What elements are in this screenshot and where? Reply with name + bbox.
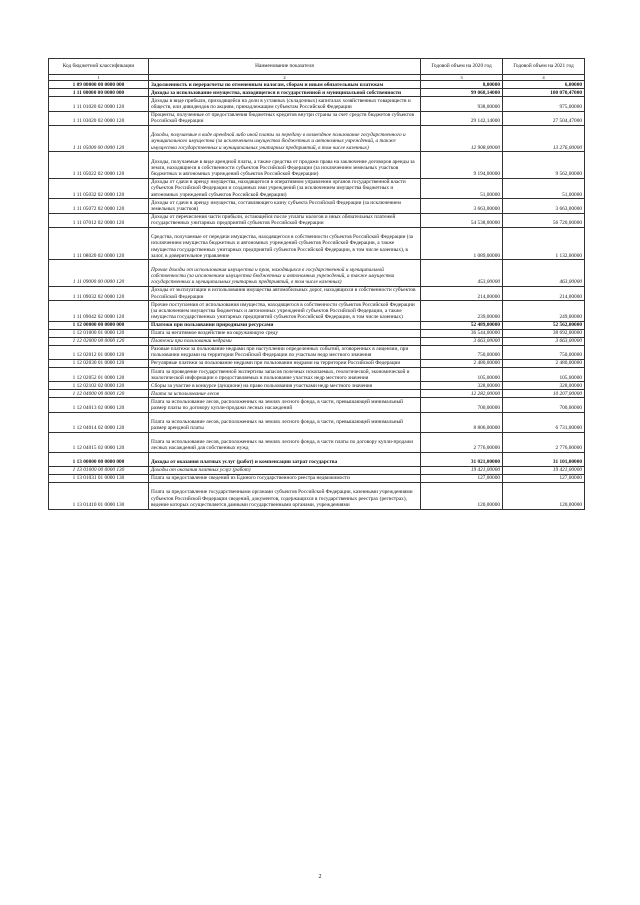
table-row: [49, 345, 585, 359]
indicator-name-cell: Доходы, получаемые в виде арендной платы, а также средства от продажи права на заключение договоров аренды за земли, находящиеся в собственности субъектов Российской Федерации (за исключением земельных участков бюджетных и автономных учреждений субъектов Российской Федерации): [149, 152, 421, 178]
table-row: [49, 213, 585, 227]
table-row: [49, 97, 585, 111]
indicator-name-cell: Плата за негативное воздействие на окружающую среду: [149, 329, 421, 337]
table-row: [49, 125, 585, 151]
column-index: 4: [503, 74, 585, 80]
volume-2021-cell: 214,00000: [503, 286, 585, 300]
volume-2020-cell: 750,00000: [421, 345, 503, 359]
volume-2021-cell: 31 101,00000: [503, 453, 585, 467]
table-row: [49, 81, 585, 89]
volume-2021-cell: 328,00000: [503, 382, 585, 390]
budget-code-cell: 1 13 00000 00 0000 000: [49, 453, 149, 467]
volume-2021-cell: 13 276,00000: [503, 125, 585, 151]
volume-2021-cell: 249,00000: [503, 301, 585, 322]
volume-2021-cell: 51,00000: [503, 178, 585, 199]
table-row: [49, 199, 585, 213]
volume-2021-cell: 3 663,00000: [503, 337, 585, 345]
volume-2020-cell: 127,00000: [421, 475, 503, 483]
indicator-name-cell: Доходы от оказания платных услуг (работ) и компенсации затрат государства: [149, 453, 421, 467]
volume-2021-cell: 6 731,00000: [503, 412, 585, 432]
indicator-name-cell: Доходы от сдачи в аренду имущества, составляющего казну субъекта Российской Федерации (за исключением земельных участков): [149, 199, 421, 213]
volume-2020-cell: 8,00000: [421, 81, 503, 89]
volume-2020-cell: 36 544,00000: [421, 329, 503, 337]
volume-2020-cell: 105,00000: [421, 368, 503, 382]
volume-2021-cell: 750,00000: [503, 345, 585, 359]
budget-code-cell: 1 11 05032 02 0000 120: [49, 178, 149, 199]
budget-code-cell: 1 13 01031 01 0000 130: [49, 475, 149, 483]
volume-2020-cell: 29 142,14000: [421, 111, 503, 125]
indicator-name-cell: Средства, получаемые от передачи имущества, находящегося в собственности субъектов Российской Федерации (за исключением имущества бюджетных и автономных учреждений субъектов Российской Федерации, а также имущества государственных унитарных предприятий субъектов Российской Федерации, в том числе казенных), в залог, в доверительное управление: [149, 227, 421, 260]
header-volume-2020: Годовой объем на 2020 год: [421, 59, 503, 75]
budget-code-cell: 1 11 05072 02 0000 120: [49, 199, 149, 213]
indicator-name-cell: Доходы от перечисления части прибыли, остающейся после уплаты налогов и иных обязательных платежей государственных унитарных предприятий субъектов Российской Федерации: [149, 213, 421, 227]
volume-2021-cell: 27 504,47000: [503, 111, 585, 125]
budget-code-cell: 1 12 02000 00 0000 120: [49, 337, 149, 345]
table-row: [49, 111, 585, 125]
page-number: 2: [318, 874, 322, 880]
volume-2021-cell: 120,00000: [503, 483, 585, 509]
indicator-name-cell: Плата за предоставление сведений из Единого государственного реестра недвижимости: [149, 475, 421, 483]
volume-2020-cell: 1 089,00000: [421, 227, 503, 260]
budget-code-cell: 1 11 00000 00 0000 000: [49, 89, 149, 97]
budget-code-cell: 1 12 02012 01 0000 120: [49, 345, 149, 359]
table-row: [49, 321, 585, 329]
budget-code-cell: 1 13 01410 01 0000 130: [49, 483, 149, 509]
table-row: [49, 475, 585, 483]
volume-2021-cell: 2 480,00000: [503, 360, 585, 368]
volume-2021-cell: 38 692,00000: [503, 329, 585, 337]
budget-code-cell: 1 12 01000 01 0000 120: [49, 329, 149, 337]
volume-2020-cell: 453,00000: [421, 260, 503, 286]
header-code: Код бюджетной классификации: [49, 59, 149, 75]
budget-code-cell: 1 12 02030 01 0000 120: [49, 360, 149, 368]
table-row: [49, 227, 585, 260]
indicator-name-cell: Сборы за участие в конкурсе (аукционе) на право пользования участками недр местного значения: [149, 382, 421, 390]
indicator-name-cell: Задолженность и перерасчеты по отмененным налогам, сборам и иным обязательным платежам: [149, 81, 421, 89]
indicator-name-cell: Плата за использование лесов, расположенных на землях лесного фонда, в части платы по договору купли-продажи лесных насаждений для собственных нужд: [149, 432, 421, 452]
indicator-name-cell: Доходы за использование имущества, находящегося в государственной и муниципальной собственности: [149, 89, 421, 97]
table-row: [49, 483, 585, 509]
indicator-name-cell: Плата за использование лесов, расположенных на землях лесного фонда, в части, превышающей минимальный размер арендной платы: [149, 412, 421, 432]
budget-revenue-table: [48, 58, 585, 510]
indicator-name-cell: Прочие доходы от использования имущества и прав, находящихся в государственной и муниципальной собственности (за исключением имущества бюджетных и автономных учреждений, а также имущества государственных и муниципальных унитарных предприятий, в том числе казенных): [149, 260, 421, 286]
budget-code-cell: 1 12 02102 02 0000 120: [49, 382, 149, 390]
column-index: 2: [149, 74, 421, 80]
indicator-name-cell: Регулярные платежи за пользование недрами при пользовании недрами на территории Российской Федерации: [149, 360, 421, 368]
budget-code-cell: 1 11 05022 02 0000 120: [49, 152, 149, 178]
volume-2020-cell: 99 068,14000: [421, 89, 503, 97]
budget-code-cell: 1 11 09032 02 0000 120: [49, 286, 149, 300]
volume-2020-cell: 3 663,00000: [421, 337, 503, 345]
volume-2020-cell: 214,00000: [421, 286, 503, 300]
indicator-name-cell: Доходы от эксплуатации и использования имущества автомобильных дорог, находящихся в собственности субъектов Российской Федерации: [149, 286, 421, 300]
indicator-name-cell: Плата за предоставление государственными органами субъектов Российской Федерации, казенными учреждениями субъектов Российской Федерации сведений, документов, содержащихся в государственных реестрах (регистрах), ведение которых осуществляется данными государственными органами, учреждениями: [149, 483, 421, 509]
budget-code-cell: 1 11 09042 02 0000 120: [49, 301, 149, 322]
column-index: 1: [49, 74, 149, 80]
volume-2020-cell: 3 663,00000: [421, 199, 503, 213]
budget-code-cell: 1 12 04014 02 0000 120: [49, 412, 149, 432]
volume-2021-cell: 10 207,00000: [503, 390, 585, 398]
table-row: [49, 390, 585, 398]
budget-code-cell: 1 13 01000 00 0000 130: [49, 467, 149, 475]
volume-2020-cell: 239,00000: [421, 301, 503, 322]
volume-2021-cell: 463,00000: [503, 260, 585, 286]
table-row: [49, 382, 585, 390]
indicator-name-cell: Платежи при пользовании природными ресурсами: [149, 321, 421, 329]
volume-2020-cell: 938,00000: [421, 97, 503, 111]
table-row: [49, 453, 585, 467]
volume-2021-cell: 56 720,00000: [503, 213, 585, 227]
volume-2021-cell: 6,00000: [503, 81, 585, 89]
table-body: [49, 81, 585, 509]
volume-2020-cell: 2 480,00000: [421, 360, 503, 368]
table-row: [49, 329, 585, 337]
volume-2021-cell: 105,00000: [503, 368, 585, 382]
indicator-name-cell: Доходы, получаемые в виде арендной либо иной платы за передачу в возмездное пользование государственного и муниципального имущества (за исключением имущества бюджетных и автономных учреждений, а также имущества государственных и муниципальных унитарных предприятий, в том числе казенных): [149, 125, 421, 151]
volume-2021-cell: 700,00000: [503, 398, 585, 412]
indicator-name-cell: Доходы в виде прибыли, приходящейся на доли в уставных (складочных) капиталах хозяйственных товариществ и обществ, или дивидендов по акциям, принадлежащим субъектам Российской Федерации: [149, 97, 421, 111]
table-row: [49, 432, 585, 452]
table-row: [49, 178, 585, 199]
table-row: [49, 286, 585, 300]
indicator-name-cell: Прочие поступления от использования имущества, находящегося в собственности субъектов Российской Федерации (за исключением имущества бюджетных и автономных учреждений субъектов Российской Федерации, а также имущества государственных унитарных предприятий субъектов Российской Федерации, в том числе казенных): [149, 301, 421, 322]
volume-2020-cell: 19 421,00000: [421, 467, 503, 475]
volume-2020-cell: 54 538,00000: [421, 213, 503, 227]
budget-code-cell: 1 12 04013 02 0000 120: [49, 398, 149, 412]
table-header-row: [49, 59, 585, 75]
budget-code-cell: 1 12 00000 00 0000 000: [49, 321, 149, 329]
volume-2021-cell: 9 562,00000: [503, 152, 585, 178]
header-name: Наименование показателя: [149, 59, 421, 75]
budget-code-cell: 1 11 01020 02 0000 120: [49, 97, 149, 111]
volume-2020-cell: 8 806,00000: [421, 412, 503, 432]
table-row: [49, 360, 585, 368]
indicator-name-cell: Платежи при пользовании недрами: [149, 337, 421, 345]
volume-2020-cell: 12 908,00000: [421, 125, 503, 151]
volume-2021-cell: 100 070,47000: [503, 89, 585, 97]
table-row: [49, 368, 585, 382]
volume-2020-cell: 328,00000: [421, 382, 503, 390]
budget-code-cell: 1 11 08020 02 0000 120: [49, 227, 149, 260]
volume-2021-cell: 52 562,00000: [503, 321, 585, 329]
volume-2021-cell: 1 132,00000: [503, 227, 585, 260]
budget-code-cell: 1 12 04015 02 0000 120: [49, 432, 149, 452]
volume-2020-cell: 31 021,00000: [421, 453, 503, 467]
volume-2020-cell: 120,00000: [421, 483, 503, 509]
indicator-name-cell: Доходы от сдачи в аренду имущества, находящегося в оперативном управлении органов государственной власти субъектов Российской Федерации и созданных ими учреждений (за исключением имущества бюджетных и автономных учреждений субъектов Российской Федерации): [149, 178, 421, 199]
column-index: 3: [421, 74, 503, 80]
volume-2020-cell: 51,00000: [421, 178, 503, 199]
table-row: [49, 398, 585, 412]
table-row: [49, 152, 585, 178]
volume-2021-cell: 127,00000: [503, 475, 585, 483]
volume-2020-cell: 700,00000: [421, 398, 503, 412]
indicator-name-cell: Доходы от оказания платных услуг (работ): [149, 467, 421, 475]
volume-2020-cell: 52 489,00000: [421, 321, 503, 329]
volume-2021-cell: 975,00000: [503, 97, 585, 111]
table-row: [49, 337, 585, 345]
indicator-name-cell: Плата за использование лесов, расположенных на землях лесного фонда, в части, превышающей минимальный размер платы по договору купли-продажи лесных насаждений: [149, 398, 421, 412]
volume-2021-cell: 19 421,00000: [503, 467, 585, 475]
budget-code-cell: 1 11 05000 00 0000 120: [49, 125, 149, 151]
volume-2020-cell: 12 282,00000: [421, 390, 503, 398]
volume-2021-cell: 2 776,00000: [503, 432, 585, 452]
table-row: [49, 467, 585, 475]
volume-2021-cell: 3 663,00000: [503, 199, 585, 213]
table-row: [49, 260, 585, 286]
table-row: [49, 412, 585, 432]
budget-code-cell: 1 12 04000 00 0000 120: [49, 390, 149, 398]
budget-code-cell: 1 11 07012 02 0000 120: [49, 213, 149, 227]
volume-2020-cell: 9 194,00000: [421, 152, 503, 178]
indicator-name-cell: Плата за использование лесов: [149, 390, 421, 398]
header-volume-2021: Годовой объем на 2021 год: [503, 59, 585, 75]
indicator-name-cell: Разовые платежи за пользование недрами при наступлении определенных событий, оговоренных в лицензии, при пользовании недрами на территории Российской Федерации по участкам недр местного значения: [149, 345, 421, 359]
indicator-name-cell: Плата за проведение государственной экспертизы запасов полезных ископаемых, геологической, экономической и экологической информации о предоставляемых в пользование участках недр местного значения: [149, 368, 421, 382]
table-row: [49, 89, 585, 97]
table-row: [49, 301, 585, 322]
volume-2020-cell: 2 776,00000: [421, 432, 503, 452]
budget-code-cell: 1 12 02052 01 0000 120: [49, 368, 149, 382]
budget-code-cell: 1 11 03020 02 0000 120: [49, 111, 149, 125]
indicator-name-cell: Проценты, полученные от предоставления бюджетных кредитов внутри страны за счет средств бюджетов субъектов Российской Федерации: [149, 111, 421, 125]
budget-code-cell: 1 11 09000 00 0000 120: [49, 260, 149, 286]
budget-code-cell: 1 09 00000 00 0000 000: [49, 81, 149, 89]
